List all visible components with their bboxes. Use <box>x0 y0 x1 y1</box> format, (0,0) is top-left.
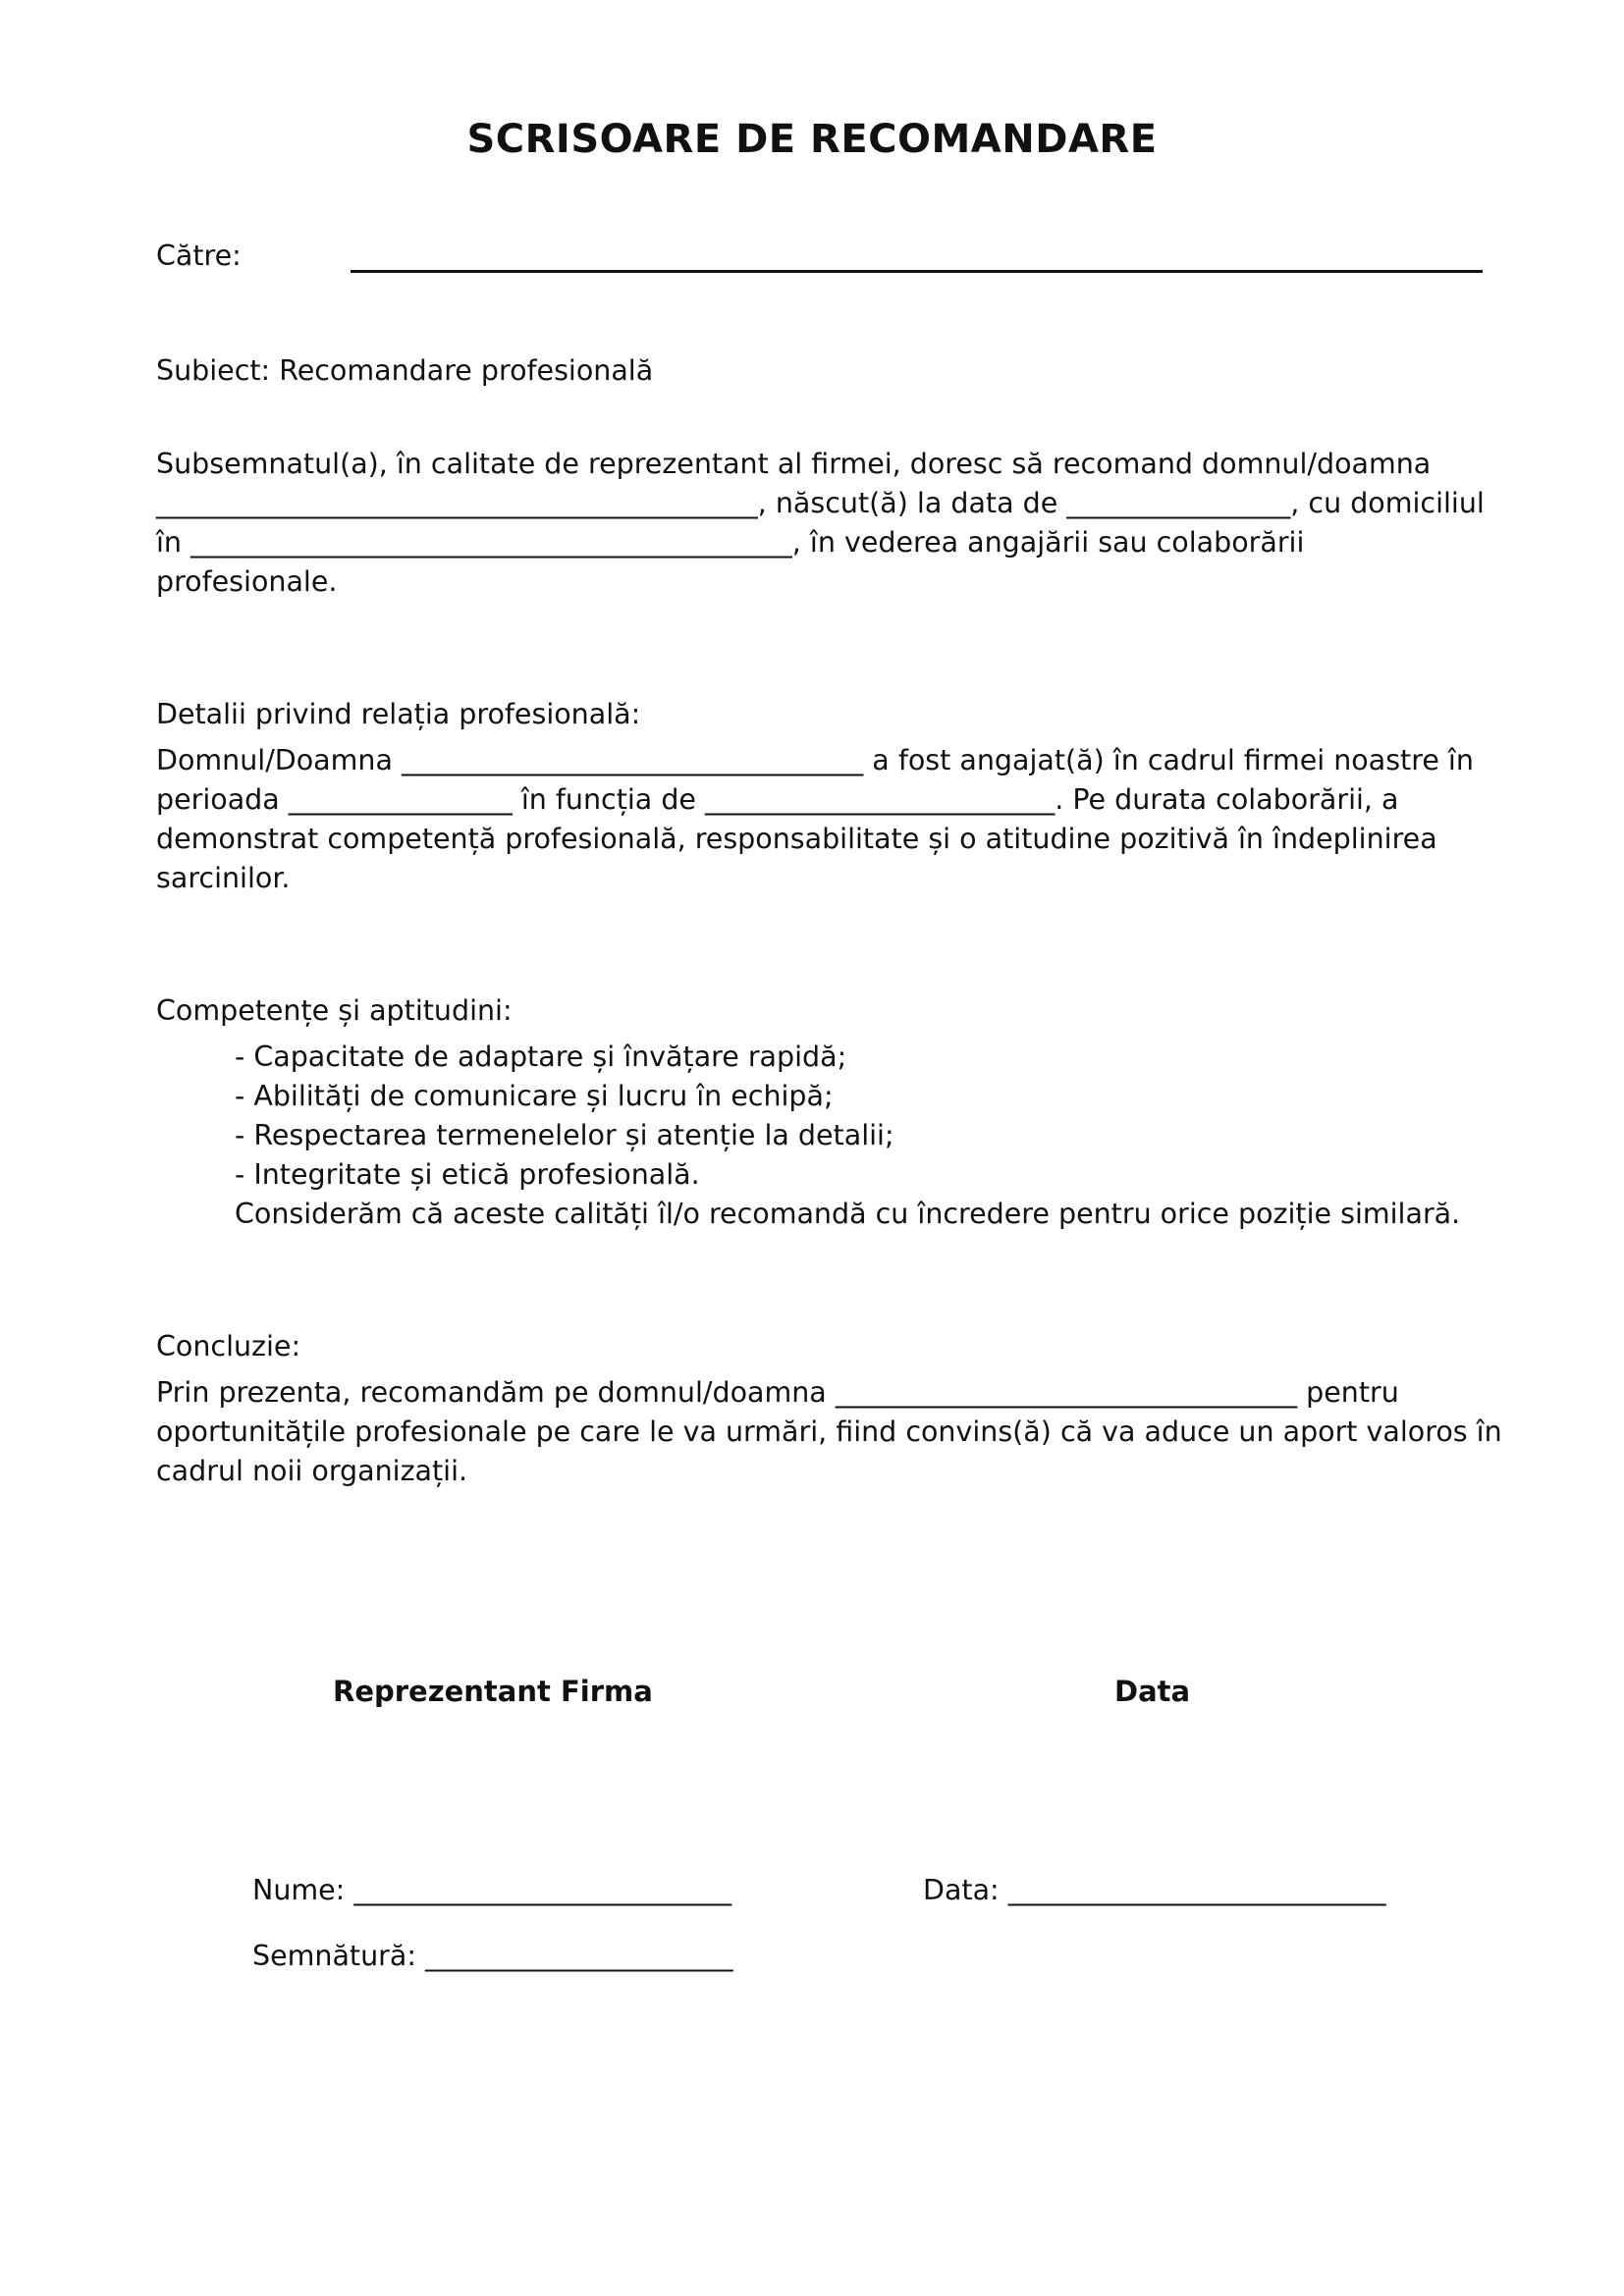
intro-line: profesionale. <box>156 565 338 598</box>
document-title: SCRISOARE DE RECOMANDARE <box>466 117 1158 162</box>
signature-field: Semnătură: ______________________ <box>252 1940 733 1972</box>
relation-paragraph <box>156 741 1491 898</box>
intro-line: ___________________________________________, născut(ă) la data de ________________, cu domiciliul <box>156 487 1485 519</box>
conclusion-line: Prin prezenta, recomandăm pe domnul/doamna _________________________________ pentru <box>156 1376 1399 1409</box>
skill-item: - Respectarea termenelelor și atenție la detalii; <box>235 1119 894 1151</box>
skill-item: - Abilități de comunicare și lucru în echipă; <box>235 1080 834 1112</box>
conclusion-heading: Concluzie: <box>156 1330 301 1362</box>
signature-representative-heading: Reprezentant Firma <box>333 1675 653 1708</box>
relation-line: Domnul/Doamna _________________________________ a fost angajat(ă) în cadrul firmei noastre în <box>156 744 1474 776</box>
skills-list <box>235 1038 1570 1234</box>
intro-line: Subsemnatul(a), în calitate de reprezentant al firmei, doresc să recomand domnul/doamna <box>156 448 1432 480</box>
conclusion-line: oportunitățile profesionale pe care le va urmări, fiind convins(ă) că va aduce un aport valoros în <box>156 1415 1502 1448</box>
date-field: Data: ___________________________ <box>923 1874 1386 1906</box>
name-field: Nume: ___________________________ <box>252 1874 732 1906</box>
intro-paragraph <box>156 445 1491 602</box>
subject-line: Subiect: Recomandare profesională <box>156 354 654 387</box>
intro-line: în ___________________________________________, în vederea angajării sau colaborării <box>156 526 1305 559</box>
relation-line: sarcinilor. <box>156 862 291 894</box>
skill-item: - Capacitate de adaptare și învățare rapidă; <box>235 1041 847 1073</box>
relation-line: demonstrat competență profesională, responsabilitate și o atitudine pozitivă în îndeplinirea <box>156 823 1437 855</box>
skills-summary: Considerăm că aceste calități îl/o recomandă cu încredere pentru orice poziție similară. <box>235 1198 1461 1230</box>
conclusion-line: cadrul noii organizații. <box>156 1455 468 1487</box>
skill-item: - Integritate și etică profesională. <box>235 1158 700 1191</box>
conclusion-paragraph <box>156 1373 1502 1491</box>
skills-heading: Competențe și aptitudini: <box>156 994 513 1027</box>
recipient-line <box>351 270 1483 273</box>
recipient-label: Către: <box>156 240 242 272</box>
signature-date-heading: Data <box>1114 1675 1191 1708</box>
relation-line: perioada ________________ în funcția de _________________________. Pe durata colaborării, a <box>156 783 1399 816</box>
relation-heading: Detalii privind relația profesională: <box>156 698 641 730</box>
